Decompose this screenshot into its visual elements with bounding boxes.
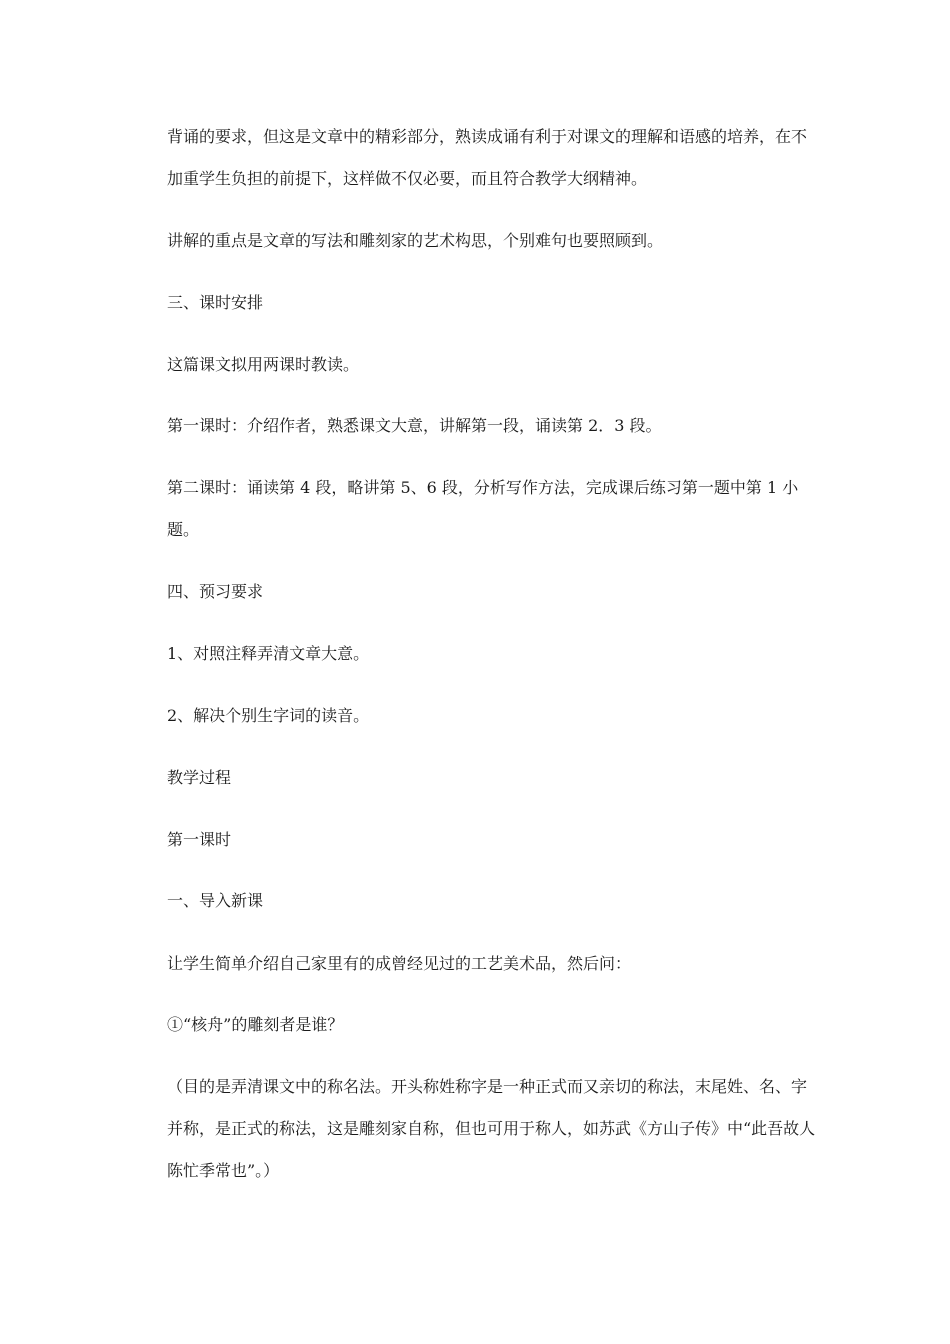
heading-class-schedule: 三、课时安排 xyxy=(167,293,264,312)
list-item-preview-1: 1、对照注释弄清文章大意。 xyxy=(167,644,370,663)
question-carver: ①“核舟”的雕刻者是谁？ xyxy=(167,1015,344,1034)
paragraph-teaching-focus: 讲解的重点是文章的写法和雕刻家的艺术构思，个别难句也要照顾到。 xyxy=(167,231,664,250)
paragraph-recitation-requirement: 背诵的要求，但这是文章中的精彩部分，熟读成诵有利于对课文的理解和语感的培养，在不加重学生负担的前提下，这样做不仅必要，而且符合教学大纲精神。 xyxy=(167,127,808,188)
paragraph-second-period: 第二课时：诵读第 4 段，略讲第 5、6 段，分析写作方法，完成课后练习第一题中第 1 小题。 xyxy=(167,478,799,539)
paragraph-two-periods: 这篇课文拟用两课时教读。 xyxy=(167,355,360,374)
paragraph-naming-explanation: （目的是弄清课文中的称名法。开头称姓称字是一种正式而又亲切的称法，末尾姓、名、字并称，是正式的称法，这是雕刻家自称，但也可用于称人，如苏武《方山子传》中“此吾故人陈忙季常也”。） xyxy=(167,1077,816,1180)
paragraph-student-intro: 让学生简单介绍自己家里有的成曾经见过的工艺美术品，然后问： xyxy=(167,954,632,973)
paragraph-first-period: 第一课时：介绍作者，熟悉课文大意，讲解第一段，诵读第 2．3 段。 xyxy=(167,416,662,435)
heading-first-period: 第一课时 xyxy=(167,830,232,849)
list-item-preview-2: 2、解决个别生字词的读音。 xyxy=(167,706,370,725)
heading-introduction: 一、导入新课 xyxy=(167,891,264,910)
heading-teaching-process: 教学过程 xyxy=(167,768,232,787)
heading-preview-requirements: 四、预习要求 xyxy=(167,582,264,601)
